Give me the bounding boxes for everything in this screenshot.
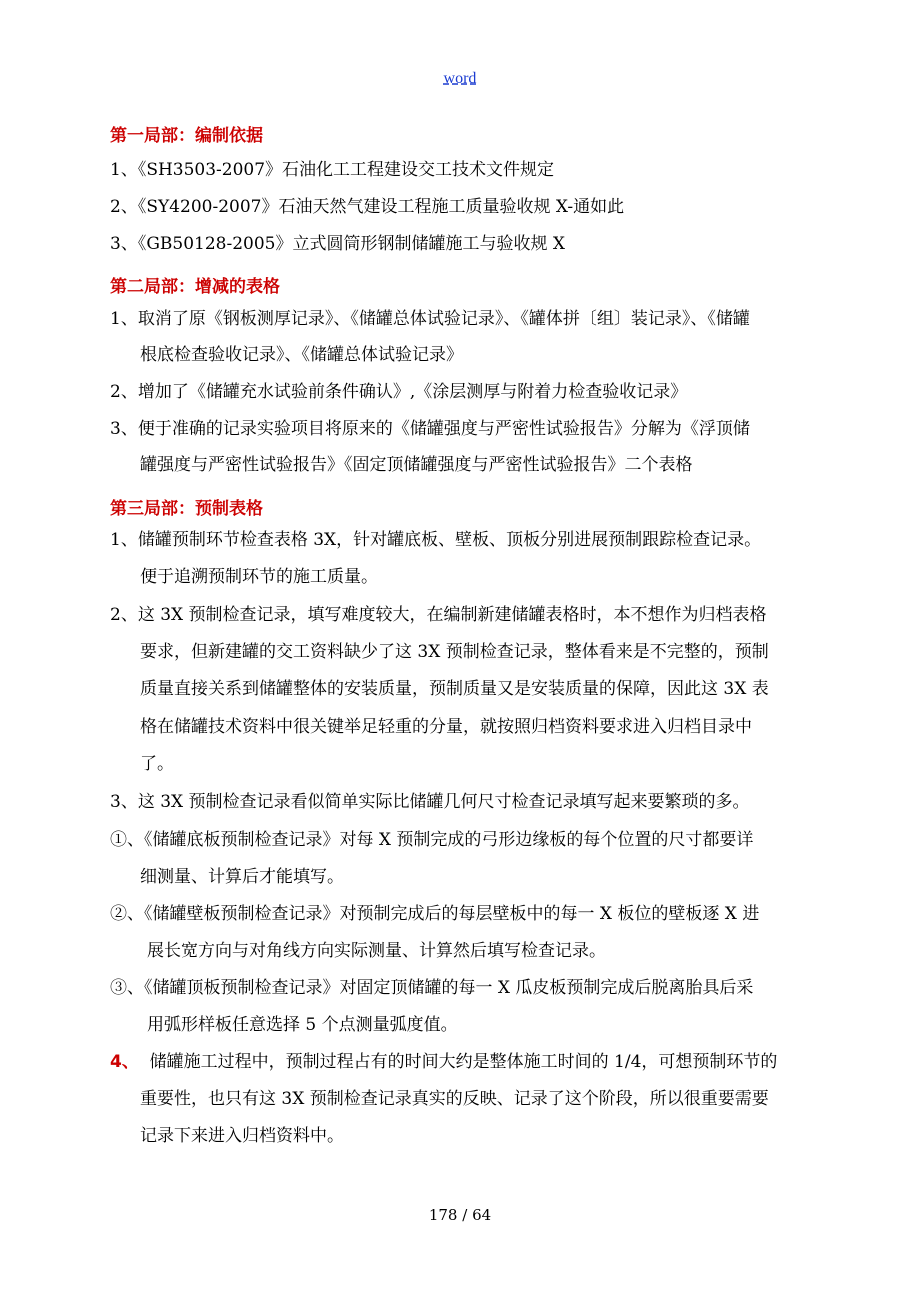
section-3-item-4-first-line	[110, 1044, 820, 1081]
section-3-line-16: 重要性，也只有这 3X 预制检查记录真实的反映、记录了这个阶段，所以很重要需要	[140, 1089, 769, 1109]
section-3-line-17: 记录下来进入归档资料中。	[140, 1126, 344, 1146]
section-1-line-3: 3、《GB50128-2005》立式圆筒形钢制储罐施工与验收规 X	[110, 234, 565, 254]
page-header	[0, 68, 920, 88]
section-3-line-14: 用弧形样板任意选择 5 个点测量弧度值。	[147, 1015, 458, 1035]
section-3-line-2: 便于追溯预制环节的施工质量。	[140, 567, 378, 587]
item-4-text: 储罐施工过程中，预制过程占有的时间大约是整体施工时间的 1/4，可想预制环节的	[149, 1052, 778, 1072]
section-2-line-4: 3、便于准确的记录实验项目将原来的《储罐强度与严密性试验报告》分解为《浮顶储	[110, 419, 750, 439]
section-3-line-3: 2、这 3X 预制检查记录，填写难度较大，在编制新建储罐表格时，本不想作为归档表格	[110, 605, 767, 625]
section-3-line-4: 要求，但新建罐的交工资料缺少了这 3X 预制检查记录，整体看来是不完整的，预制	[140, 642, 769, 662]
section-3-line-8: 3、这 3X 预制检查记录看似简单实际比储罐几何尺寸检查记录填写起来要繁琐的多。	[110, 792, 750, 812]
section-2-line-5: 罐强度与严密性试验报告》《固定顶储罐强度与严密性试验报告》二个表格	[140, 455, 693, 475]
section-3-line-13: ③、《储罐顶板预制检查记录》对固定顶储罐的每一 X 瓜皮板预制完成后脱离胎具后采	[110, 978, 754, 998]
section-2-line-1: 1、取消了原《钢板测厚记录》、《储罐总体试验记录》、《罐体拼〔组〕装记录》、《储罐	[110, 309, 750, 329]
item-4-number: 4、	[110, 1052, 139, 1072]
section-3-line-1: 1、储罐预制环节检查表格 3X，针对罐底板、壁板、顶板分别进展预制跟踪检查记录。	[110, 530, 762, 550]
section-3-line-12: 展长宽方向与对角线方向实际测量、计算然后填写检查记录。	[147, 941, 606, 961]
page-number: 178 / 64	[428, 1206, 492, 1224]
section-3-line-10: 细测量、计算后才能填写。	[140, 867, 344, 887]
section-3-line-9: ①、《储罐底板预制检查记录》对每 X 预制完成的弓形边缘板的每个位置的尺寸都要详	[110, 830, 754, 850]
section-3-line-7: 了。	[140, 754, 174, 774]
section-1-line-2: 2、《SY4200-2007》石油天然气建设工程施工质量验收规 X-通如此	[110, 197, 625, 217]
section-3-heading: 第三局部：预制表格	[110, 499, 263, 519]
section-1-heading: 第一局部：编制依据	[110, 126, 263, 146]
section-1-line-1: 1、《SH3503-2007》石油化工工程建设交工技术文件规定	[110, 160, 555, 180]
section-3-line-6: 格在储罐技术资料中很关键举足轻重的分量，就按照归档资料要求进入归档目录中	[140, 717, 752, 737]
section-3-line-11: ②、《储罐壁板预制检查记录》对预制完成后的每层壁板中的每一 X 板位的壁板逐 X 进	[110, 904, 760, 924]
section-2-line-3: 2、增加了《储罐充水试验前条件确认》,《涂层测厚与附着力检查验收记录》	[110, 382, 688, 402]
header-word-link[interactable]: word	[443, 70, 477, 87]
section-3-line-5: 质量直接关系到储罐整体的安装质量，预制质量又是安装质量的保障，因此这 3X 表	[140, 679, 769, 699]
section-2-line-2: 根底检查验收记录》、《储罐总体试验记录》	[140, 345, 463, 365]
section-2-heading: 第二局部：增减的表格	[110, 277, 280, 297]
